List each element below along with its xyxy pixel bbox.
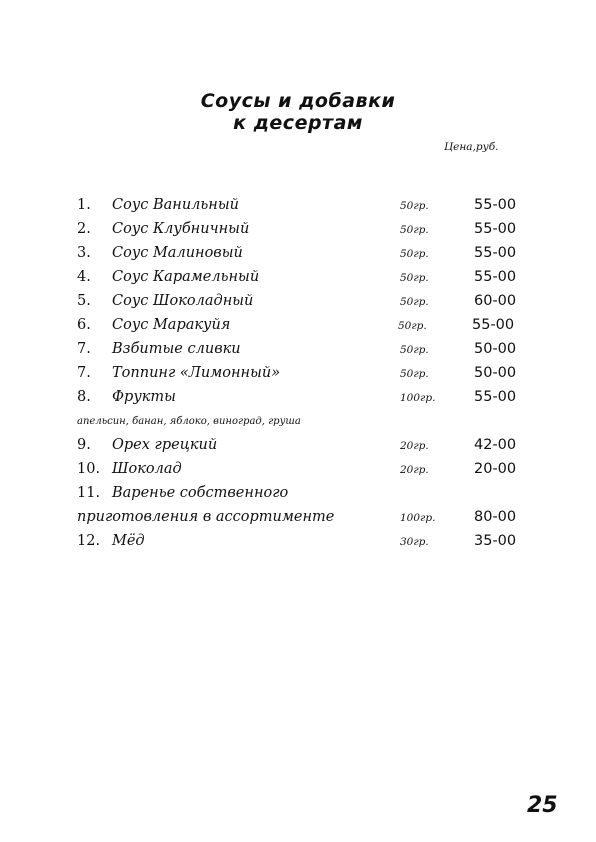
item-weight: 50гр. bbox=[400, 344, 429, 356]
item-price: 55-00 bbox=[474, 245, 517, 261]
menu-item-row bbox=[0, 533, 596, 555]
page-number: 25 bbox=[527, 793, 558, 818]
menu-item-row bbox=[0, 461, 596, 483]
menu-item-row bbox=[0, 221, 596, 243]
item-weight: 100гр. bbox=[400, 512, 436, 524]
item-weight: 100гр. bbox=[400, 392, 436, 404]
item-price: 42-00 bbox=[474, 437, 517, 453]
item-weight: 50гр. bbox=[400, 272, 429, 284]
item-name: Соус Карамельный bbox=[112, 269, 260, 285]
item-name: Взбитые сливки bbox=[112, 341, 241, 357]
item-number: 2. bbox=[77, 221, 91, 237]
item-number: 7. bbox=[77, 365, 91, 381]
item-name: Варенье собственного bbox=[112, 485, 289, 501]
item-name: Соус Малиновый bbox=[112, 245, 243, 261]
item-price: 35-00 bbox=[474, 533, 517, 549]
item-name: Соус Клубничный bbox=[112, 221, 250, 237]
item-number: 9. bbox=[77, 437, 91, 453]
menu-item-row-continuation bbox=[0, 509, 596, 531]
item-price: 20-00 bbox=[474, 461, 517, 477]
item-weight: 30гр. bbox=[400, 536, 429, 548]
menu-item-row bbox=[0, 317, 596, 339]
item-price: 55-00 bbox=[474, 221, 517, 237]
item-weight: 50гр. bbox=[400, 296, 429, 308]
item-number: 10. bbox=[77, 461, 101, 477]
item-weight: 50гр. bbox=[400, 368, 429, 380]
item-price: 50-00 bbox=[474, 365, 517, 381]
item-name: приготовления в ассортименте bbox=[77, 509, 335, 525]
page-title-line-1: Соусы и добавки bbox=[200, 90, 396, 112]
item-number: 11. bbox=[77, 485, 101, 501]
item-number: 7. bbox=[77, 341, 91, 357]
item-price: 60-00 bbox=[474, 293, 517, 309]
item-name: Топпинг «Лимонный» bbox=[112, 365, 281, 381]
item-name: Соус Ванильный bbox=[112, 197, 239, 213]
item-number: 4. bbox=[77, 269, 91, 285]
item-weight: 50гр. bbox=[400, 248, 429, 260]
item-weight: 50гр. bbox=[400, 224, 429, 236]
menu-item-row bbox=[0, 197, 596, 219]
item-price: 55-00 bbox=[474, 389, 517, 405]
item-number: 1. bbox=[77, 197, 91, 213]
menu-item-row bbox=[0, 245, 596, 267]
item-price: 50-00 bbox=[474, 341, 517, 357]
item-number: 6. bbox=[77, 317, 91, 333]
menu-item-row bbox=[0, 341, 596, 363]
item-price: 55-00 bbox=[474, 269, 517, 285]
item-name: Соус Маракуйя bbox=[112, 317, 231, 333]
item-number: 5. bbox=[77, 293, 91, 309]
menu-item-row bbox=[0, 365, 596, 387]
menu-item-row bbox=[0, 293, 596, 315]
item-name: Соус Шоколадный bbox=[112, 293, 254, 309]
item-name: Мёд bbox=[112, 533, 145, 549]
item-name: Орех грецкий bbox=[112, 437, 218, 453]
item-weight: 20гр. bbox=[400, 464, 429, 476]
menu-item-row bbox=[0, 389, 596, 411]
item-number: 12. bbox=[77, 533, 101, 549]
menu-item-row bbox=[0, 437, 596, 459]
menu-item-row bbox=[0, 269, 596, 291]
item-weight: 50гр. bbox=[400, 200, 429, 212]
item-price: 55-00 bbox=[474, 197, 517, 213]
item-number: 3. bbox=[77, 245, 91, 261]
item-weight: 50гр. bbox=[398, 320, 427, 332]
item-number: 8. bbox=[77, 389, 91, 405]
item-price: 80-00 bbox=[474, 509, 517, 525]
fruits-note: апельсин, банан, яблоко, виноград, груша bbox=[77, 416, 301, 427]
item-name: Фрукты bbox=[112, 389, 176, 405]
item-price: 55-00 bbox=[472, 317, 515, 333]
page-title-line-2: к десертам bbox=[233, 112, 363, 134]
item-name: Шоколад bbox=[112, 461, 182, 477]
item-weight: 20гр. bbox=[400, 440, 429, 452]
price-column-caption: Цена,руб. bbox=[444, 141, 499, 153]
menu-item-row bbox=[0, 485, 596, 507]
